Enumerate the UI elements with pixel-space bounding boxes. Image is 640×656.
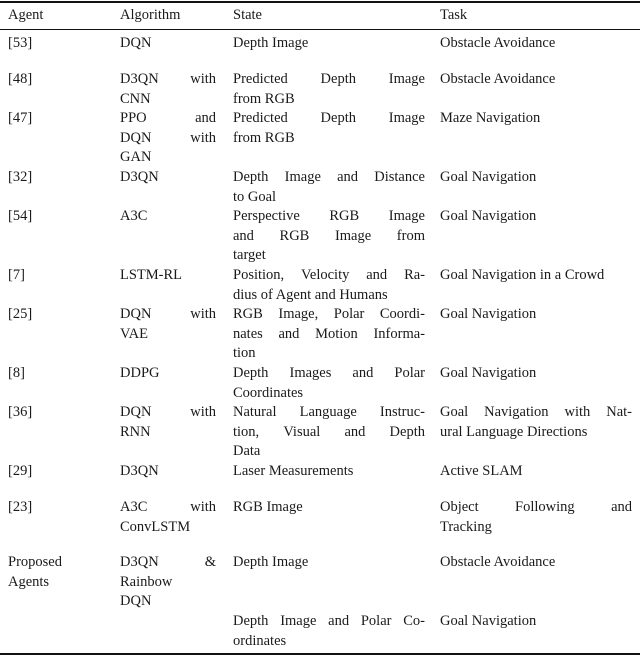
table-cell-state — [233, 305, 425, 364]
cell-line: Depth Image and Polar Co- — [233, 613, 425, 629]
cell-line: Maze Navigation — [440, 110, 541, 126]
table-cell-algorithm — [120, 266, 216, 286]
table-cell-algorithm — [120, 34, 216, 54]
table-cell-agent — [8, 207, 108, 227]
cell-line: Goal Navigation with Nat- — [440, 404, 632, 420]
cell-line: DQN — [120, 35, 152, 51]
cell-line: [23] — [8, 499, 33, 515]
table-cell-agent — [8, 109, 108, 129]
cell-line: Rainbow — [120, 573, 173, 590]
table-cell-state — [233, 364, 425, 403]
cell-line: Obstacle Avoidance — [440, 71, 556, 87]
table-cell-task — [440, 305, 632, 325]
cell-line: [36] — [8, 404, 33, 420]
table-cell-task — [440, 462, 632, 482]
top-rule — [0, 1, 640, 3]
table-cell-task — [440, 403, 632, 442]
table-cell-task — [440, 207, 632, 227]
cell-line: tion, Visual and Depth — [233, 423, 425, 440]
table-cell-task — [440, 70, 632, 90]
cell-line: A3C with — [120, 499, 216, 515]
bottom-rule — [0, 653, 640, 655]
table-cell-algorithm — [120, 207, 216, 227]
table-cell-agent — [8, 168, 108, 188]
cell-line: from RGB — [233, 90, 295, 107]
header-task: Task — [440, 7, 468, 23]
table-cell-state — [233, 403, 425, 462]
table-cell-task — [440, 34, 632, 54]
table-cell-state — [233, 168, 425, 207]
cell-line: CNN — [120, 90, 151, 107]
header-agent: Agent — [8, 7, 44, 23]
table-cell-agent — [8, 34, 108, 54]
table-cell-state — [233, 553, 425, 573]
cell-line: [32] — [8, 169, 33, 185]
table-cell-algorithm — [120, 462, 216, 482]
cell-line: Goal Navigation in a Crowd — [440, 267, 605, 283]
cell-line: to Goal — [233, 188, 277, 205]
table-cell-state — [233, 207, 425, 266]
table-cell-task — [440, 498, 632, 537]
table-cell-state — [233, 612, 425, 651]
cell-line: from RGB — [233, 129, 295, 146]
table-cell-algorithm — [120, 364, 216, 384]
table-cell-algorithm — [120, 305, 216, 344]
cell-line: D3QN with — [120, 71, 216, 87]
header-state: State — [233, 7, 262, 23]
table-cell-state — [233, 70, 425, 109]
cell-line: DQN with — [120, 404, 216, 420]
table-cell-task — [440, 168, 632, 188]
cell-line: Natural Language Instruc- — [233, 404, 425, 420]
cell-line: [25] — [8, 306, 33, 322]
table-cell-algorithm — [120, 109, 216, 168]
cell-line: D3QN & — [120, 554, 216, 570]
cell-line: LSTM-RL — [120, 267, 183, 283]
cell-line: RGB Image — [233, 499, 303, 515]
table-cell-agent — [8, 553, 108, 592]
cell-line: Perspective RGB Image — [233, 208, 425, 224]
table-cell-agent — [8, 364, 108, 384]
cell-line: DQN with — [120, 129, 216, 146]
cell-line: target — [233, 247, 266, 263]
cell-line: ConvLSTM — [120, 518, 191, 535]
table-cell-task — [440, 109, 632, 129]
table-cell-algorithm — [120, 498, 216, 537]
table-cell-agent — [8, 305, 108, 325]
table-cell-algorithm — [120, 70, 216, 109]
cell-line: [7] — [8, 267, 25, 283]
table-cell-agent — [8, 403, 108, 423]
cell-line: Depth Image and Distance — [233, 169, 425, 185]
cell-line: Goal Navigation — [440, 613, 537, 629]
table-cell-algorithm — [120, 403, 216, 442]
cell-line: ural Language Directions — [440, 423, 588, 440]
table-cell-state — [233, 266, 425, 305]
cell-line: Goal Navigation — [440, 365, 537, 381]
cell-line: Depth Images and Polar — [233, 365, 425, 381]
cell-line: nates and Motion Informa- — [233, 325, 425, 342]
cell-line: [47] — [8, 110, 33, 126]
cell-line: Depth Image — [233, 554, 309, 570]
cell-line: Obstacle Avoidance — [440, 554, 556, 570]
cell-line: Active SLAM — [440, 463, 523, 479]
cell-line: Proposed — [8, 554, 62, 570]
table-cell-algorithm — [120, 553, 216, 612]
cell-line: dius of Agent and Humans — [233, 286, 388, 303]
cell-line: GAN — [120, 149, 152, 165]
cell-line: Data — [233, 443, 261, 459]
table-cell-agent — [8, 266, 108, 286]
table-cell-task — [440, 266, 632, 286]
table-cell-state — [233, 462, 425, 482]
cell-line: Goal Navigation — [440, 306, 537, 322]
table-cell-algorithm — [120, 168, 216, 188]
table-cell-state — [233, 498, 425, 518]
cell-line: [54] — [8, 208, 33, 224]
table-cell-task — [440, 612, 632, 632]
cell-line: [8] — [8, 365, 25, 381]
cell-line: RNN — [120, 423, 151, 440]
header-algorithm: Algorithm — [120, 7, 181, 23]
table-cell-task — [440, 364, 632, 384]
cell-line: Position, Velocity and Ra- — [233, 267, 425, 283]
cell-line: Coordinates — [233, 384, 304, 401]
cell-line: Obstacle Avoidance — [440, 35, 556, 51]
cell-line: ordinates — [233, 632, 287, 649]
cell-line: Goal Navigation — [440, 169, 537, 185]
cell-line: [48] — [8, 71, 33, 87]
table-cell-task — [440, 553, 632, 573]
table-cell-state — [233, 34, 425, 54]
cell-line: Tracking — [440, 518, 492, 535]
cell-line: D3QN — [120, 169, 159, 185]
cell-line: Object Following and — [440, 499, 632, 515]
cell-line: PPO and — [120, 110, 216, 126]
cell-line: RGB Image, Polar Coordi- — [233, 306, 425, 322]
cell-line: Predicted Depth Image — [233, 71, 425, 87]
cell-line: A3C — [120, 208, 148, 224]
cell-line: VAE — [120, 325, 148, 342]
header-rule — [0, 29, 640, 30]
cell-line: DQN with — [120, 306, 216, 322]
cell-line: [53] — [8, 35, 33, 51]
cell-line: tion — [233, 345, 256, 361]
cell-line: D3QN — [120, 463, 159, 479]
cell-line: [29] — [8, 463, 33, 479]
cell-line: Predicted Depth Image — [233, 110, 425, 126]
cell-line: Depth Image — [233, 35, 309, 51]
cell-line: Laser Measurements — [233, 463, 354, 479]
cell-line: DDPG — [120, 365, 160, 381]
cell-line: DQN — [120, 593, 152, 609]
table-cell-state — [233, 109, 425, 148]
cell-line: Agents — [8, 573, 50, 590]
table-cell-agent — [8, 462, 108, 482]
cell-line: Goal Navigation — [440, 208, 537, 224]
cell-line: and RGB Image from — [233, 227, 425, 244]
table-cell-agent — [8, 498, 108, 518]
table-cell-agent — [8, 70, 108, 90]
